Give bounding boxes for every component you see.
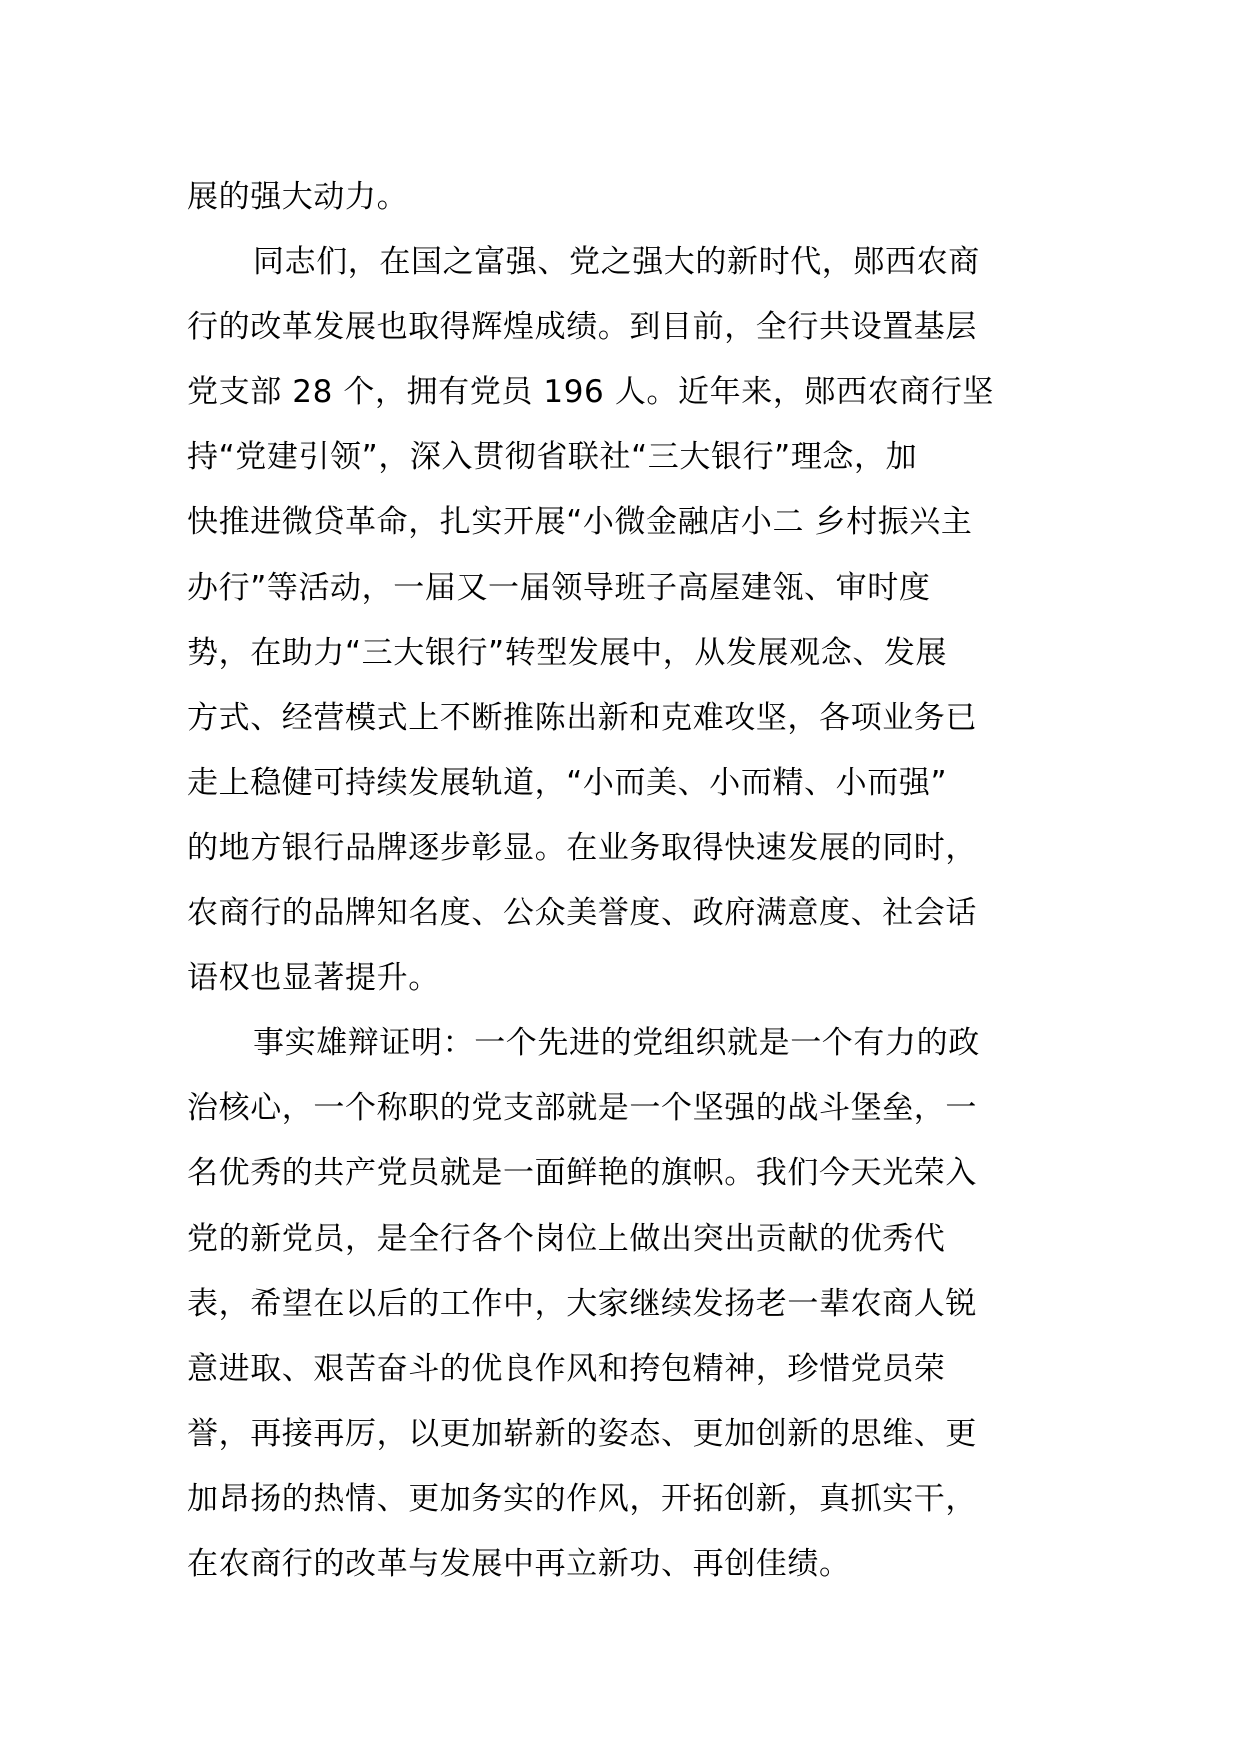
text-line: 表，希望在以后的工作中，大家继续发扬老一辈农商人锐 xyxy=(187,1285,977,1322)
text-line: 名优秀的共产党员就是一面鲜艳的旗帜。我们今天光荣入 xyxy=(187,1155,977,1192)
text-line: 农商行的品牌知名度、公众美誉度、政府满意度、社会话 xyxy=(187,895,977,932)
text-line: 的地方银行品牌逐步彰显。在业务取得快速发展的同时， xyxy=(187,829,977,866)
paragraph-first-line: 事实雄辩证明：一个先进的党组织就是一个有力的政 xyxy=(253,1025,980,1062)
text-line: 快推进微贷革命，扎实开展“小微金融店小二 乡村振兴主 xyxy=(187,504,973,541)
text-line: 走上稳健可持续发展轨道，“小而美、小而精、小而强” xyxy=(187,764,948,801)
text-line: 意进取、艰苦奋斗的优良作风和挎包精神，珍惜党员荣 xyxy=(187,1350,946,1387)
text-line: 党支部 28 个，拥有党员 196 人。近年来，郧西农商行坚 xyxy=(187,374,995,411)
text-line: 党的新党员，是全行各个岗位上做出突出贡献的优秀代 xyxy=(187,1220,946,1257)
text-line: 方式、经营模式上不断推陈出新和克难攻坚，各项业务已 xyxy=(187,699,977,736)
text-line: 加昂扬的热情、更加务实的作风，开拓创新，真抓实干， xyxy=(187,1480,977,1517)
text-line: 办行”等活动，一届又一届领导班子高屋建瓴、审时度 xyxy=(187,569,931,606)
text-line: 誉，再接再厉，以更加崭新的姿态、更加创新的思维、更 xyxy=(187,1415,977,1452)
text-line: 展的强大动力。 xyxy=(187,179,409,215)
text-line: 持“党建引领”，深入贯彻省联社“三大银行”理念，加 xyxy=(187,439,918,476)
text-line: 行的改革发展也取得辉煌成绩。到目前，全行共设置基层 xyxy=(187,309,977,346)
text-line: 势，在助力“三大银行”转型发展中，从发展观念、发展 xyxy=(187,634,948,671)
document-body xyxy=(187,165,1057,1597)
text-line: 在农商行的改革与发展中再立新功、再创佳绩。 xyxy=(187,1545,851,1582)
paragraph-first-line: 同志们，在国之富强、党之强大的新时代，郧西农商 xyxy=(253,244,980,281)
text-line: 语权也显著提升。 xyxy=(187,960,440,997)
text-line: 治核心，一个称职的党支部就是一个坚强的战斗堡垒，一 xyxy=(187,1090,977,1127)
